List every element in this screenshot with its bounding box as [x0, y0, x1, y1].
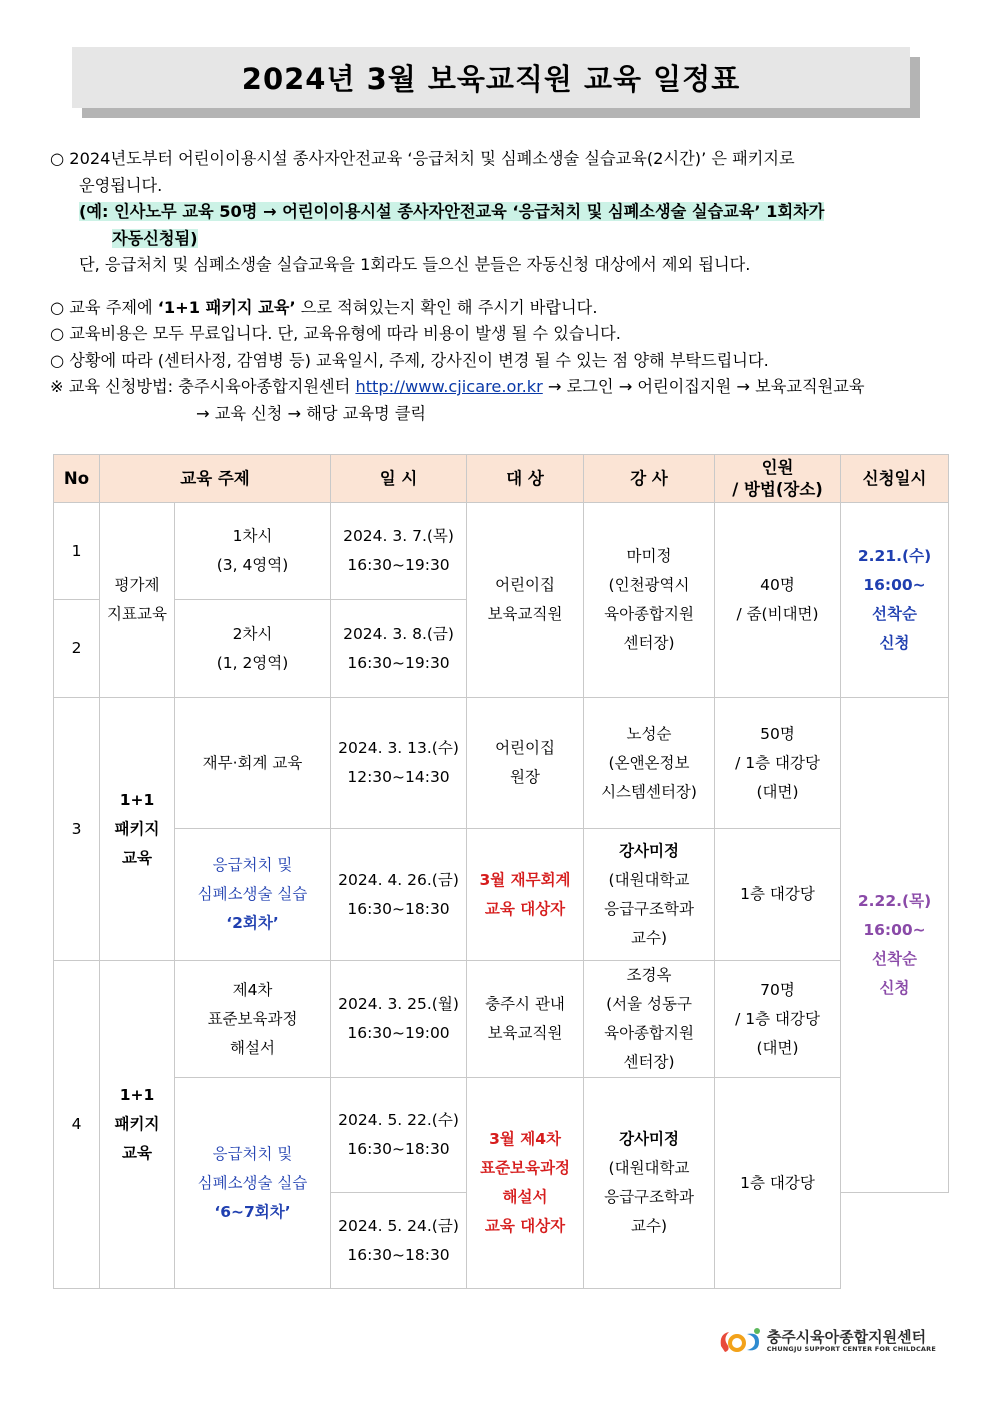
header-target: 대 상	[467, 455, 584, 503]
instructor-cell: 노성순 (온앤온정보 시스템센터장)	[584, 698, 715, 829]
schedule-table	[53, 454, 949, 1289]
row-no: 1	[54, 503, 100, 600]
footer-org-ko: 충주시육아종합지원센터	[766, 1328, 927, 1346]
header-topic: 교육 주제	[100, 455, 331, 503]
instructor-cell: 강사미정 (대원대학교 응급구조학과 교수)	[584, 829, 715, 961]
note-2: ○ 교육 주제에 ‘1+1 패키지 교육’ 으로 적혀있는지 확인 해 주시기 바랍니다.	[50, 297, 598, 317]
table-row	[54, 698, 949, 829]
apply-date-cell: 2.21.(수) 16:00~ 선착순 신청	[841, 503, 949, 698]
instructor-cell: 마미정 (인천광역시 육아종합지원 센터장)	[584, 503, 715, 698]
datetime-cell: 2024. 3. 8.(금) 16:30~19:30	[331, 600, 467, 698]
apply-method: ※ 교육 신청방법: 충주시육아종합지원센터 http://www.cjicare.or.kr → 로그인 → 어린이집지원 → 보육교직원교육	[50, 377, 865, 396]
table-row	[54, 961, 949, 1078]
header-datetime: 일 시	[331, 455, 467, 503]
title-box	[72, 47, 910, 108]
center-logo-icon	[717, 1326, 763, 1356]
topic-cell: 제4차 표준보육과정 해설서	[175, 961, 331, 1078]
apply-date-cell: 2.22.(목) 16:00~ 선착순 신청	[841, 698, 949, 1193]
capacity-cell: 50명 / 1층 대강당 (대면)	[715, 698, 841, 829]
header-no: No	[54, 455, 100, 503]
topic-cell: 1차시 (3, 4영역)	[175, 503, 331, 600]
target-cell: 충주시 관내 보육교직원	[467, 961, 584, 1078]
group-cell: 1+1 패키지 교육	[100, 961, 175, 1289]
capacity-cell: 1층 대강당	[715, 829, 841, 961]
topic-cell: 재무·회계 교육	[175, 698, 331, 829]
target-cell: 어린이집 원장	[467, 698, 584, 829]
target-cell: 3월 재무회계 교육 대상자	[467, 829, 584, 961]
datetime-cell: 2024. 3. 13.(수) 12:30~14:30	[331, 698, 467, 829]
datetime-cell: 2024. 5. 24.(금) 16:30~18:30	[331, 1193, 467, 1289]
page-title: 2024년 3월 보육교직원 교육 일정표	[241, 62, 741, 96]
table-header-row	[54, 455, 949, 503]
datetime-cell: 2024. 3. 7.(목) 16:30~19:30	[331, 503, 467, 600]
example-highlight-2: 자동신청됨)	[112, 228, 198, 248]
footer-logo	[717, 1326, 936, 1356]
instructor-cell: 강사미정 (대원대학교 응급구조학과 교수)	[584, 1078, 715, 1289]
header-apply-date: 신청일시	[841, 455, 949, 503]
datetime-cell: 2024. 4. 26.(금) 16:30~18:30	[331, 829, 467, 961]
website-link[interactable]: http://www.cjicare.or.kr	[355, 377, 543, 396]
group-cell: 1+1 패키지 교육	[100, 698, 175, 961]
topic-cell: 2차시 (1, 2영역)	[175, 600, 331, 698]
note-1-cont: 운영됩니다.	[79, 175, 163, 195]
note-1: ○ 2024년도부터 어린이이용시설 종사자안전교육 ‘응급처치 및 심폐소생술 실습교육(2시간)’ 은 패키지로	[50, 149, 795, 168]
package-label: ‘1+1 패키지 교육’	[157, 297, 296, 317]
instructor-cell: 조경옥 (서울 성동구 육아종합지원 센터장)	[584, 961, 715, 1078]
datetime-cell: 2024. 3. 25.(월) 16:30~19:00	[331, 961, 467, 1078]
header-capacity: 인원 / 방법(장소)	[715, 455, 841, 503]
row-no: 4	[54, 961, 100, 1289]
table-row	[54, 829, 949, 961]
capacity-cell: 1층 대강당	[715, 1078, 841, 1289]
note-3: ○ 교육비용은 모두 무료입니다. 단, 교육유형에 따라 비용이 발생 될 수 있습니다.	[50, 324, 621, 343]
row-no: 2	[54, 600, 100, 698]
footer-org-en: CHUNGJU SUPPORT CENTER FOR CHILDCARE	[766, 1345, 936, 1353]
row-no: 3	[54, 698, 100, 961]
datetime-cell: 2024. 5. 22.(수) 16:30~18:30	[331, 1078, 467, 1193]
target-cell: 3월 제4차 표준보육과정 해설서 교육 대상자	[467, 1078, 584, 1289]
header-instructor: 강 사	[584, 455, 715, 503]
table-row	[54, 503, 949, 600]
table-row	[54, 1078, 949, 1193]
group-cell: 평가제 지표교육	[100, 503, 175, 698]
capacity-cell: 70명 / 1층 대강당 (대면)	[715, 961, 841, 1078]
target-cell: 어린이집 보육교직원	[467, 503, 584, 698]
example-highlight-1: (예: 인사노무 교육 50명 → 어린이이용시설 종사자안전교육 ‘응급처치 및 심폐소생술 실습교육’ 1회차가	[79, 202, 825, 221]
topic-cell: 응급처치 및 심폐소생술 실습 ‘2회차’	[175, 829, 331, 961]
notes-section	[50, 146, 945, 427]
note-4: ○ 상황에 따라 (센터사정, 감염병 등) 교육일시, 주제, 강사진이 변경 될 수 있는 점 양해 부탁드립니다.	[50, 350, 769, 370]
apply-method-cont: → 교육 신청 → 해당 교육명 클릭	[196, 403, 427, 423]
note-exception: 단, 응급처치 및 심폐소생술 실습교육을 1회라도 들으신 분들은 자동신청 대상에서 제외 됩니다.	[79, 255, 751, 274]
topic-cell: 응급처치 및 심폐소생술 실습 ‘6~7회차’	[175, 1078, 331, 1289]
capacity-cell: 40명 / 줌(비대면)	[715, 503, 841, 698]
